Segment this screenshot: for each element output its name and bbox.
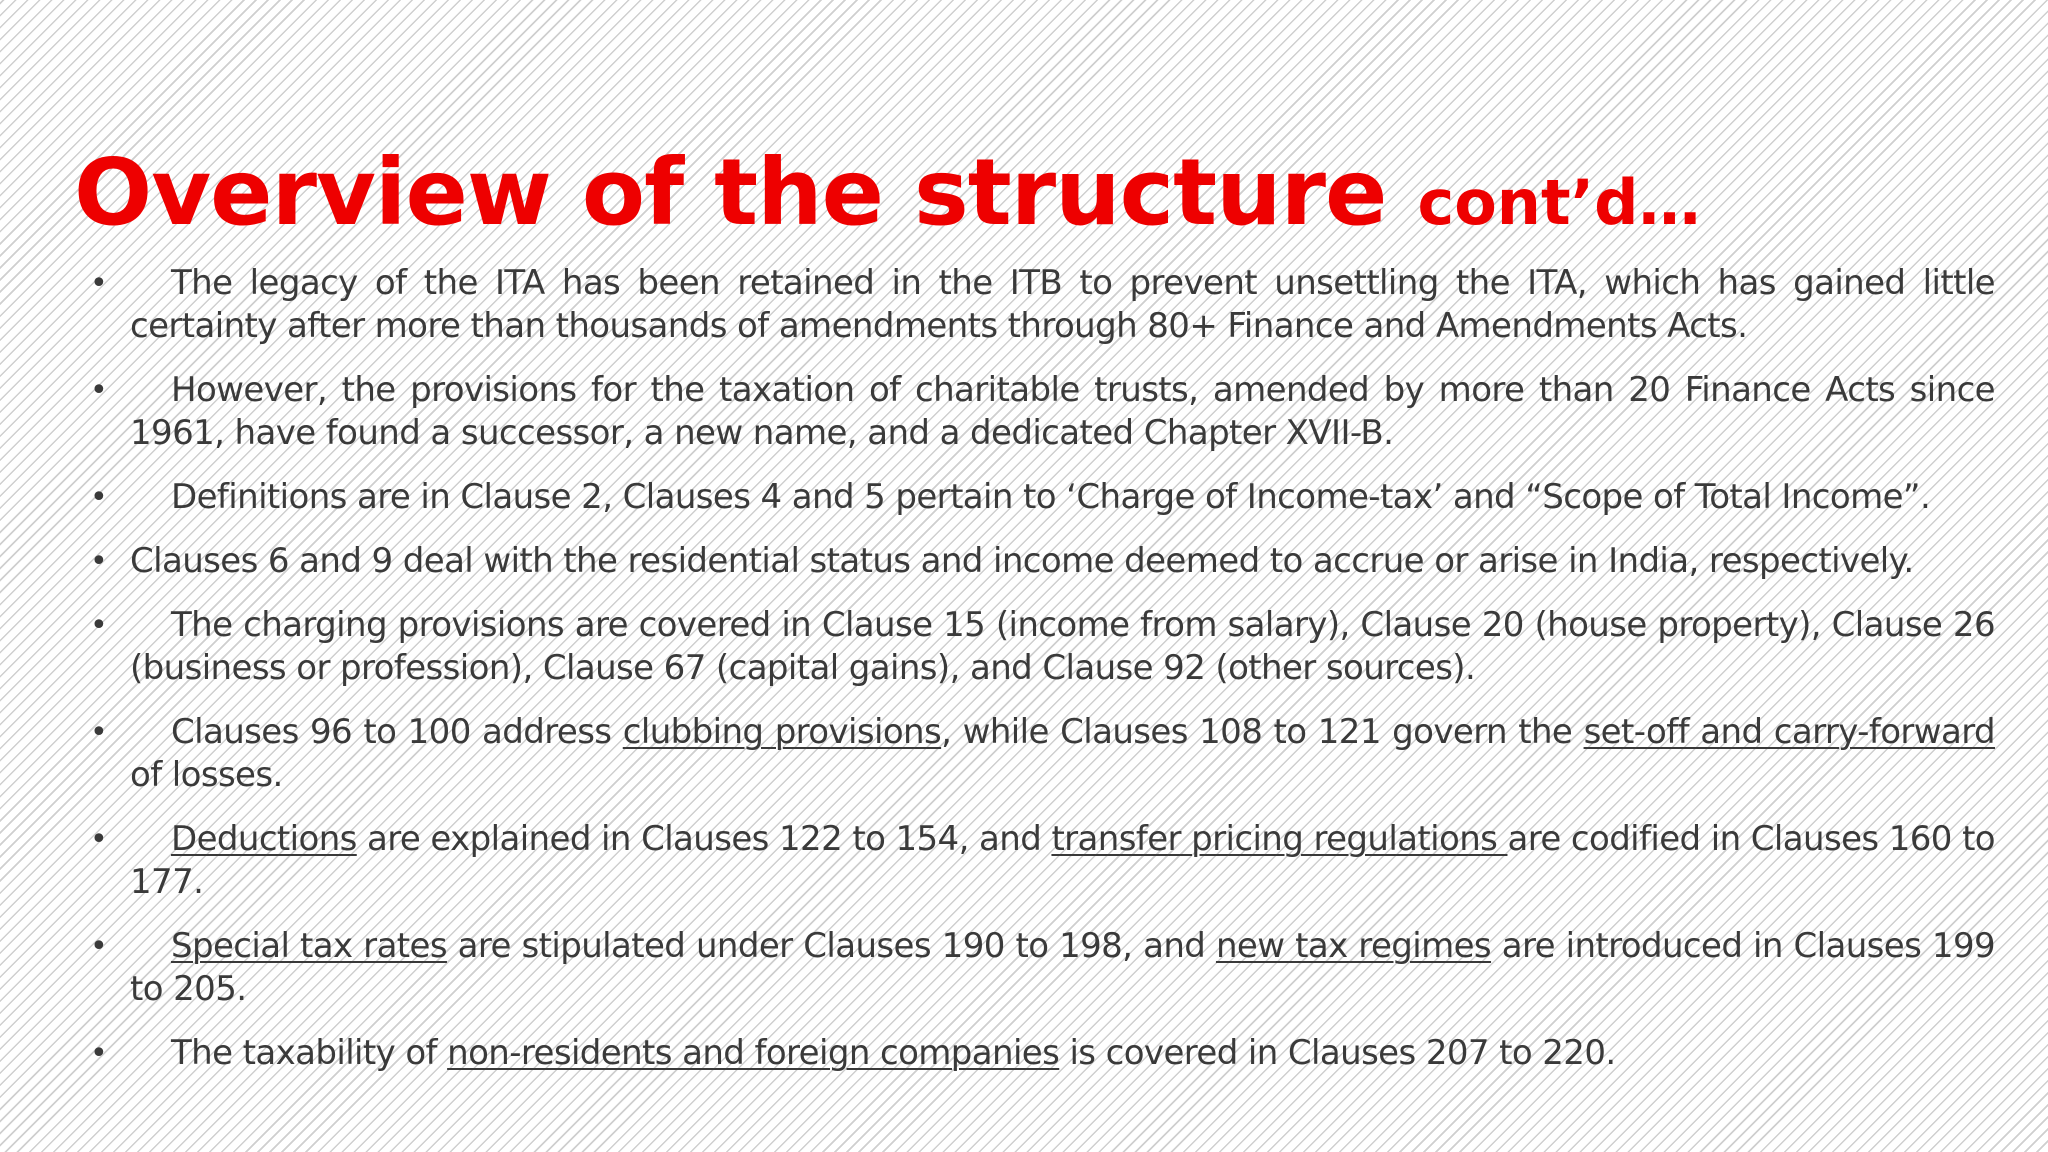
bullet-underlined-text: Deductions [171, 819, 357, 859]
bullet-text: is covered in Clauses 207 to 220. [1059, 1033, 1616, 1073]
bullet-text: are codified in Clauses 160 to 177. [130, 819, 1995, 902]
bullet-dot-icon: • [90, 373, 108, 408]
bullet-text: , while Clauses 108 to 121 govern the [941, 712, 1584, 752]
bullet-underlined-text: new tax regimes [1215, 926, 1492, 966]
bullet-underlined-text: non-residents and foreign companies [447, 1033, 1060, 1073]
bullet-dot-icon: • [90, 266, 108, 301]
bullet-item [0, 925, 1995, 1011]
bullet-item [0, 540, 1995, 583]
bullet-text: of losses. [130, 755, 283, 795]
bullet-text: The charging provisions are covered in Clause 15 (income from salary), Clause 20 (house property), Clause 26 (business or profession), Clause 67 (capital gains), and Clause 92 (other sources). [130, 605, 1995, 688]
bullet-text: are stipulated under Clauses 190 to 198, and [446, 926, 1216, 966]
bullet-text: are explained in Clauses 122 to 154, and [356, 819, 1052, 859]
bullet-dot-icon: • [90, 608, 108, 643]
bullet-text: Clauses 6 and 9 deal with the residential status and income deemed to accrue or arise in India, respectively. [130, 541, 1914, 581]
bullet-item [0, 262, 1995, 348]
bullet-text: The legacy of the ITA has been retained in the ITB to prevent unsettling the ITA, which has gained little certainty after more than thousands of amendments through 80+ Finance and Amendments Acts. [130, 263, 1995, 346]
bullet-dot-icon: • [90, 715, 108, 750]
bullet-dot-icon: • [90, 929, 108, 964]
bullet-underlined-text: set-off and carry-forward [1583, 712, 1995, 752]
bullet-dot-icon: • [90, 480, 108, 515]
bullet-item [0, 711, 1995, 797]
bullet-dot-icon: • [90, 1036, 108, 1071]
slide-title-main: Overview of the structure [74, 139, 1387, 246]
bullet-item [0, 818, 1995, 904]
bullet-text: The taxability of [171, 1033, 448, 1073]
bullet-text: Clauses 96 to 100 address [171, 712, 623, 752]
bullet-item [0, 1032, 1995, 1075]
bullet-item [0, 369, 1995, 455]
bullet-underlined-text: clubbing provisions [622, 712, 942, 752]
bullet-text: However, the provisions for the taxation of charitable trusts, amended by more than 20 Finance Acts since 1961, have found a successor, a new name, and a dedicated Chapter XVII-B. [130, 370, 1995, 453]
bullet-text: are introduced in Clauses 199 to 205. [130, 926, 1996, 1009]
bullet-list [0, 262, 2048, 1096]
bullet-item [0, 476, 1995, 519]
bullet-underlined-text: Special tax rates [171, 926, 447, 966]
bullet-dot-icon: • [90, 822, 108, 857]
slide-title [74, 138, 1701, 258]
bullet-item [0, 604, 1995, 690]
slide-title-suffix: cont’d… [1417, 166, 1701, 239]
bullet-text: Definitions are in Clause 2, Clauses 4 and 5 pertain to ‘Charge of Income-tax’ and “Scope of Total Income”. [171, 477, 1931, 517]
bullet-underlined-text: transfer pricing regulations [1051, 819, 1508, 859]
bullet-dot-icon: • [90, 544, 108, 579]
